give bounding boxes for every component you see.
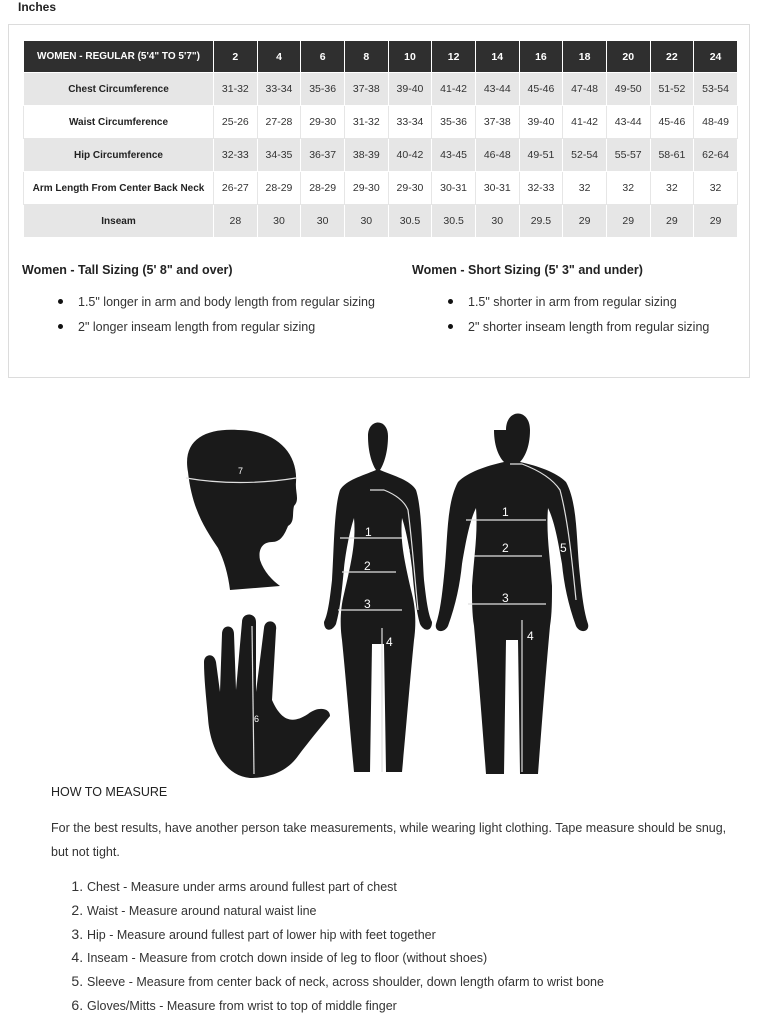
how-to-measure-steps: [51, 875, 604, 1018]
measurement-label-3: 3: [364, 597, 371, 611]
table-cell: 30-31: [475, 172, 519, 205]
table-cell: 33-34: [257, 73, 301, 106]
table-cell: 46-48: [475, 139, 519, 172]
tall-note: 2" longer inseam length from regular sizing: [78, 318, 375, 343]
measurement-label-1: 1: [502, 505, 509, 519]
size-header: 6: [301, 41, 345, 73]
size-header: 20: [606, 41, 650, 73]
size-header: 4: [257, 41, 301, 73]
measure-step: 3. Hip - Measure around fullest part of lower hip with feet together: [87, 923, 604, 947]
measurement-label-6: 6: [254, 714, 260, 724]
woman-silhouette: [324, 423, 432, 773]
measurement-row-label: Hip Circumference: [24, 139, 214, 172]
table-row: [24, 139, 738, 172]
table-cell: 32-33: [214, 139, 258, 172]
table-cell: 62-64: [694, 139, 738, 172]
table-cell: 35-36: [432, 106, 476, 139]
size-header: 14: [475, 41, 519, 73]
size-table-corner-header: WOMEN - REGULAR (5'4" TO 5'7"): [24, 41, 214, 73]
measurement-diagram: [180, 400, 600, 785]
table-cell: 30.5: [432, 205, 476, 238]
head-profile-shape: [187, 430, 297, 590]
table-cell: 30: [257, 205, 301, 238]
table-cell: 32: [650, 172, 694, 205]
table-cell: 49-50: [606, 73, 650, 106]
measure-step: 6. Gloves/Mitts - Measure from wrist to top of middle finger: [87, 994, 604, 1018]
size-header: 22: [650, 41, 694, 73]
table-cell: 25-26: [214, 106, 258, 139]
table-cell: 53-54: [694, 73, 738, 106]
size-header: 10: [388, 41, 432, 73]
measurement-label-4: 4: [386, 635, 393, 649]
table-cell: 45-46: [650, 106, 694, 139]
measurement-label-2: 2: [364, 559, 371, 573]
table-cell: 26-27: [214, 172, 258, 205]
measurement-row-label: Chest Circumference: [24, 73, 214, 106]
how-to-measure-intro: For the best results, have another person take measurements, while wearing light clothing. Tape measure should be snug, but not tight.: [51, 821, 727, 859]
table-cell: 41-42: [563, 106, 607, 139]
table-cell: 43-44: [475, 73, 519, 106]
short-sizing-notes: [412, 293, 709, 343]
size-chart-panel: [8, 24, 750, 378]
table-cell: 29: [563, 205, 607, 238]
hand-shape: [204, 615, 330, 779]
table-cell: 55-57: [606, 139, 650, 172]
silhouettes: [187, 414, 588, 779]
table-cell: 29: [606, 205, 650, 238]
table-cell: 39-40: [388, 73, 432, 106]
tall-sizing-title: Women - Tall Sizing (5' 8" and over): [22, 263, 233, 277]
table-cell: 58-61: [650, 139, 694, 172]
table-cell: 35-36: [301, 73, 345, 106]
size-header: 16: [519, 41, 563, 73]
size-header: 12: [432, 41, 476, 73]
table-cell: 29-30: [388, 172, 432, 205]
man-silhouette: [436, 414, 589, 775]
table-cell: 29-30: [344, 172, 388, 205]
table-cell: 36-37: [301, 139, 345, 172]
table-cell: 32: [694, 172, 738, 205]
table-cell: 51-52: [650, 73, 694, 106]
measure-step: 2. Waist - Measure around natural waist line: [87, 899, 604, 923]
table-cell: 30: [475, 205, 519, 238]
table-cell: 31-32: [214, 73, 258, 106]
measurement-label-2: 2: [502, 541, 509, 555]
short-sizing-title: Women - Short Sizing (5' 3" and under): [412, 263, 643, 277]
table-cell: 33-34: [388, 106, 432, 139]
table-cell: 34-35: [257, 139, 301, 172]
size-header: 8: [344, 41, 388, 73]
size-header: 18: [563, 41, 607, 73]
measurement-label-1: 1: [365, 525, 372, 539]
table-cell: 41-42: [432, 73, 476, 106]
size-table: [23, 40, 738, 238]
table-cell: 29: [694, 205, 738, 238]
measurement-label-7: 7: [238, 466, 244, 476]
table-cell: 30-31: [432, 172, 476, 205]
table-cell: 43-44: [606, 106, 650, 139]
table-cell: 30.5: [388, 205, 432, 238]
measurement-row-label: Arm Length From Center Back Neck: [24, 172, 214, 205]
tall-sizing-notes: [22, 293, 375, 343]
table-cell: 45-46: [519, 73, 563, 106]
body-silhouettes-illustration: [180, 400, 600, 785]
table-cell: 52-54: [563, 139, 607, 172]
short-note: 1.5" shorter in arm from regular sizing: [468, 293, 709, 318]
size-header-row: [24, 41, 738, 73]
table-cell: 39-40: [519, 106, 563, 139]
measurement-label-5: 5: [560, 541, 567, 555]
table-row: [24, 172, 738, 205]
measure-step: 5. Sleeve - Measure from center back of neck, across shoulder, down length ofarm to wrist bone: [87, 970, 604, 994]
measurement-row-label: Inseam: [24, 205, 214, 238]
table-cell: 37-38: [475, 106, 519, 139]
table-cell: 43-45: [432, 139, 476, 172]
table-cell: 32-33: [519, 172, 563, 205]
table-cell: 47-48: [563, 73, 607, 106]
table-cell: 28: [214, 205, 258, 238]
table-cell: 29.5: [519, 205, 563, 238]
table-row: [24, 106, 738, 139]
measurement-label-5: 5: [404, 547, 411, 561]
measurement-label-4: 4: [527, 629, 534, 643]
table-cell: 32: [606, 172, 650, 205]
table-cell: 30: [301, 205, 345, 238]
table-cell: 30: [344, 205, 388, 238]
size-header: 2: [214, 41, 258, 73]
measure-step: 4. Inseam - Measure from crotch down inside of leg to floor (without shoes): [87, 946, 604, 970]
table-cell: 27-28: [257, 106, 301, 139]
size-header: 24: [694, 41, 738, 73]
measure-step: 1. Chest - Measure under arms around fullest part of chest: [87, 875, 604, 899]
table-cell: 29-30: [301, 106, 345, 139]
table-cell: 37-38: [344, 73, 388, 106]
table-cell: 28-29: [301, 172, 345, 205]
units-label: Inches: [18, 0, 57, 14]
table-cell: 31-32: [344, 106, 388, 139]
table-cell: 40-42: [388, 139, 432, 172]
table-cell: 38-39: [344, 139, 388, 172]
measurement-label-3: 3: [502, 591, 509, 605]
table-cell: 28-29: [257, 172, 301, 205]
table-cell: 48-49: [694, 106, 738, 139]
measurement-row-label: Waist Circumference: [24, 106, 214, 139]
table-cell: 49-51: [519, 139, 563, 172]
table-cell: 29: [650, 205, 694, 238]
short-note: 2" shorter inseam length from regular sizing: [468, 318, 709, 343]
table-row: [24, 73, 738, 106]
table-row: [24, 205, 738, 238]
table-cell: 32: [563, 172, 607, 205]
how-to-measure-title: HOW TO MEASURE: [51, 785, 168, 799]
tall-note: 1.5" longer in arm and body length from regular sizing: [78, 293, 375, 318]
